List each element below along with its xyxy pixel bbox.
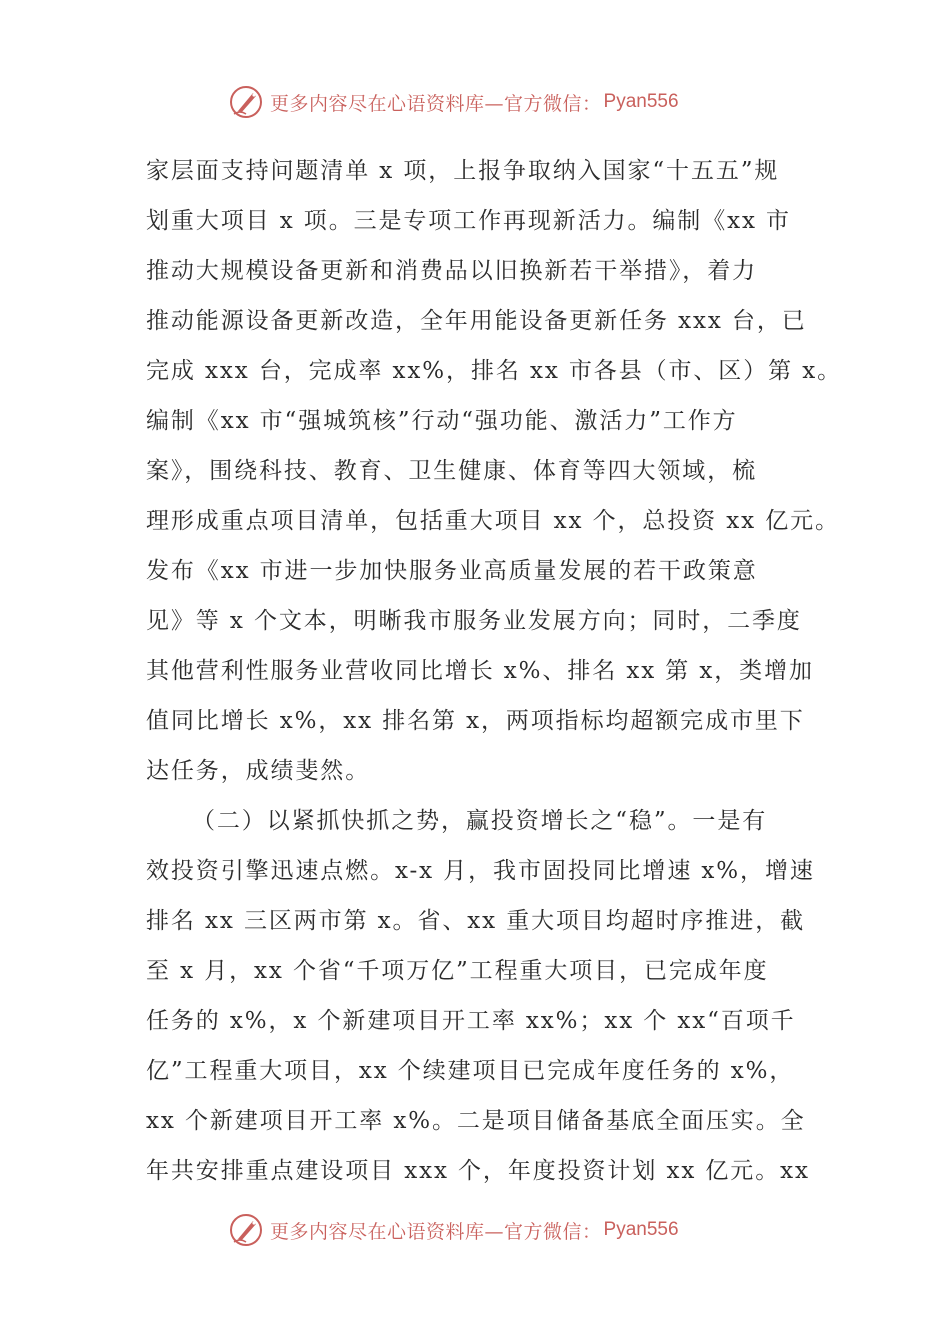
pen-nib-logo-icon (228, 1212, 264, 1248)
text-line: 发布《xx 市进一步加快服务业高质量发展的若干政策意 (146, 558, 758, 584)
banner-text: 更多内容尽在心语资料库—官方微信： (270, 92, 602, 115)
footer-banner (228, 1210, 679, 1250)
text-line: 任务的 x%，x 个新建项目开工率 xx%；xx 个 xx“百项千 (146, 1008, 796, 1034)
text-line: 划重大项目 x 项。三是专项工作再现新活力。编制《xx 市 (146, 208, 791, 234)
text-line: 家层面支持问题清单 x 项，上报争取纳入国家“十五五”规 (146, 158, 780, 184)
text-line: 达任务，成绩斐然。 (146, 758, 371, 784)
text-line: 案》，围绕科技、教育、卫生健康、体育等四大领域，梳 (146, 458, 757, 484)
text-line: 至 x 月，xx 个省“千项万亿”工程重大项目，已完成年度 (146, 958, 769, 984)
banner-wechat-id: Pyan556 (603, 91, 679, 112)
header-banner (228, 82, 679, 122)
text-line: 理形成重点项目清单，包括重大项目 xx 个，总投资 xx 亿元。 (146, 508, 840, 534)
text-line: 年共安排重点建设项目 xxx 个，年度投资计划 xx 亿元。xx (146, 1158, 810, 1184)
text-line: xx 个新建项目开工率 x%。二是项目储备基底全面压实。全 (146, 1108, 806, 1134)
text-line: 其他营利性服务业营收同比增长 x%、排名 xx 第 x，类增加 (146, 658, 814, 684)
banner-wechat-id: Pyan556 (603, 1219, 679, 1240)
text-line: 推动大规模设备更新和消费品以旧换新若干举措》，着力 (146, 258, 757, 284)
text-line: 效投资引擎迅速点燃。x-x 月，我市固投同比增速 x%，增速 (146, 858, 815, 884)
text-line: 推动能源设备更新改造，全年用能设备更新任务 xxx 台，已 (146, 308, 807, 334)
text-line: 编制《xx 市“强城筑核”行动“强功能、激活力”工作方 (146, 408, 738, 434)
text-line: 亿”工程重大项目，xx 个续建项目已完成年度任务的 x%， (146, 1058, 795, 1084)
section-heading-line: （二）以紧抓快抓之势，赢投资增长之“稳”。一是有 (192, 808, 768, 834)
pen-nib-logo-icon (228, 84, 264, 120)
text-line: 排名 xx 三区两市第 x。省、xx 重大项目均超时序推进，截 (146, 908, 805, 934)
document-body (146, 146, 842, 1196)
banner-text: 更多内容尽在心语资料库—官方微信： (270, 1220, 602, 1243)
text-line: 见》等 x 个文本，明晰我市服务业发展方向；同时，二季度 (146, 608, 802, 634)
text-line: 完成 xxx 台，完成率 xx%，排名 xx 市各县（市、区）第 x。 (146, 358, 842, 384)
text-line: 值同比增长 x%，xx 排名第 x，两项指标均超额完成市里下 (146, 708, 805, 734)
